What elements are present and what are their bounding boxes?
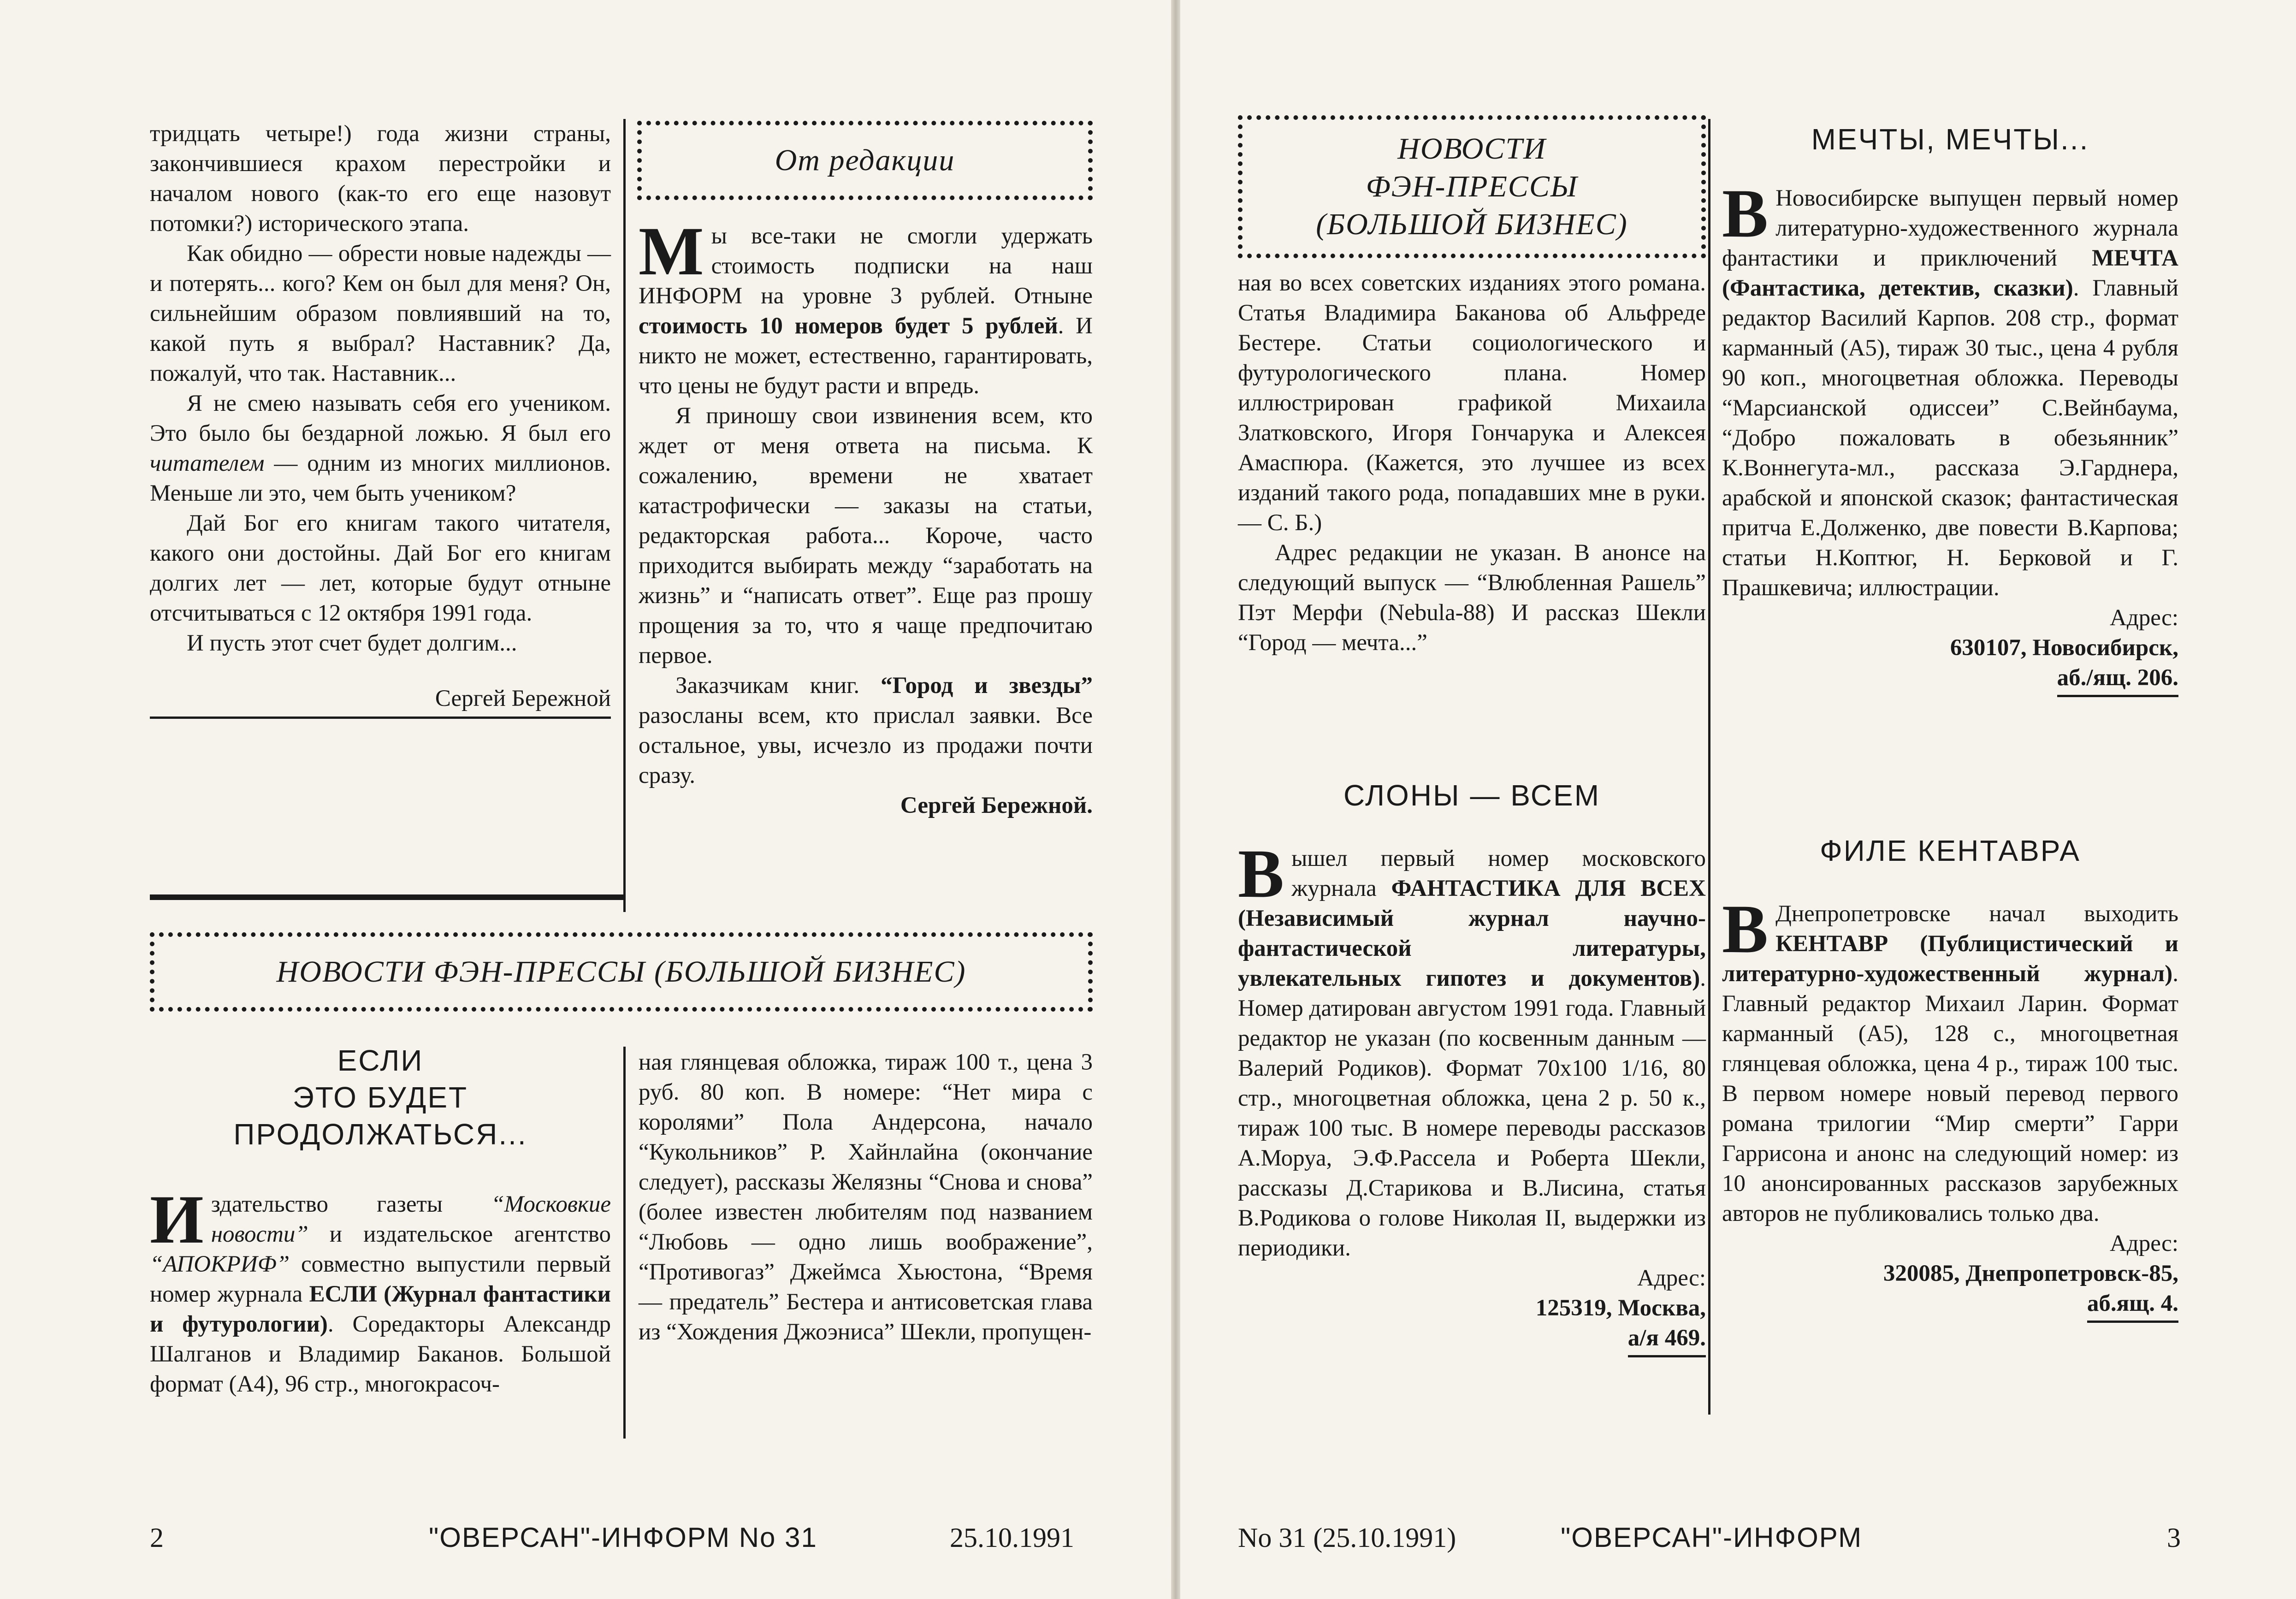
paragraph: Адрес редакции не указан. В анонсе на следующий выпуск — “Влюбленная Рашель” Пэт Мерфи (Nebula-88) И рассказ Шекли “Город — мечта...” — [1238, 540, 1706, 656]
section-rule — [150, 894, 625, 900]
editorial-title-box — [637, 121, 1093, 200]
paragraph: Дай Бог его книгам такого читателя, какого они достойны. Дай Бог его книгам долгих лет — лет, которые будут отныне отсчитываться с 12 октября 1991 года. — [150, 510, 611, 626]
column-rule — [623, 1047, 626, 1439]
page-spine — [1171, 0, 1180, 1599]
paragraph: Я не смею называть себя его учеником. Это было бы бездарной ложью. Я был его читателем — одним из многих миллионов. Меньше ли это, чем быть учеником? — [150, 391, 611, 506]
kentavr-column — [1722, 891, 2178, 1323]
news-title: НОВОСТИ ФЭН-ПРЕССЫ (БОЛЬШОЙ БИЗНЕС) — [276, 955, 966, 989]
drop-cap: И — [150, 1181, 204, 1258]
column-rule — [623, 119, 626, 912]
article-headline: СЛОНЫ — ВСЕМ — [1343, 779, 1601, 812]
address: Адрес: 125319, Москва, а/я 469. — [1238, 1263, 1706, 1357]
address: Адрес: 320085, Днепропетровск-85, аб.ящ. 4. — [1722, 1229, 2178, 1323]
drop-cap: В — [1722, 175, 1769, 252]
news-title-box — [150, 932, 1093, 1012]
mechty-column — [1722, 175, 2179, 697]
paragraph: Мы все-таки не смогли удержать стоимость подписки на наш ИНФОРМ на уровне 3 рублей. Отныне стоимость 10 номеров будет 5 рублей. И никто не может, естественно, гарантировать, что цены не будут расти и впредь. — [639, 213, 1093, 399]
article-headline: МЕЧТЫ, МЕЧТЫ... — [1811, 123, 2089, 156]
footer-date: 25.10.1991 — [950, 1522, 1074, 1553]
editorial-column — [639, 213, 1093, 821]
paragraph: Как обидно — обрести новые надежды — и потерять... кого? Кем он был для меня? Он, сильнейшим образом повлиявший на то, какой путь я выбрал? Наставник? Да, пожалуй, что так. Наставник... — [150, 241, 611, 386]
paragraph: Издательство газеты “Московкие новости” и издательское агентство “АПОКРИФ” совместно выпустили первый номер журнала ЕСЛИ (Журнал фантастики и футурологии). Соредакторы Александр Шалганов и Владимир Баканов. Большой формат (А4), 96 стр., многокрасоч- — [150, 1181, 611, 1397]
paragraph: Заказчикам книг. “Город и звезды” разосланы всем, кто прислал заявки. Все остальное, увы, исчезло из продажи почти сразу. — [639, 673, 1093, 788]
article-headline: ЕСЛИ ЭТО БУДЕТ ПРОДОЛЖАТЬСЯ... — [233, 1044, 527, 1151]
obituary-column — [150, 119, 611, 719]
column-rule — [1708, 119, 1710, 1415]
news-title: НОВОСТИ ФЭН-ПРЕССЫ (БОЛЬШОЙ БИЗНЕС) — [1316, 132, 1628, 241]
page-number: 3 — [2167, 1522, 2181, 1553]
footer-title: "ОВЕРСАН"-ИНФОРМ No 31 — [429, 1522, 817, 1553]
paragraph: В Новосибирске выпущен первый номер литературно-художественного журнала фантастики и приключений МЕЧТА (Фантастика, детектив, сказки). Главный редактор Василий Карпов. 208 стр., формат карманный (А5), тираж 30 тыс., цена 4 рубля 90 коп., многоцветная обложка. Переводы “Марсианской одиссеи” С.Вейнбаума, “Добро пожаловать в обезьянник” К.Воннегута-мл., рассказа Э.Гарднера, арабской и японской сказок; фантастическая притча Е.Долженко, две повести В.Карпова; статьи Н.Коптюг, Н. Берковой и Г. Прашкевича; иллюстрации. — [1722, 175, 2179, 601]
footer-issue: No 31 (25.10.1991) — [1238, 1522, 1456, 1553]
article-headline: ФИЛЕ КЕНТАВРА — [1820, 834, 2081, 867]
paragraph: В Днепропетровске начал выходить КЕНТАВР (Публицистический и литературно-художественный журнал). Главный редактор Михаил Ларин. Формат карманный (А5), 128 с., многоцветная глянцевая обложка, цена 4 р., тираж 100 тыс. В первом номере новый перевод первого романа трилогии “Мир смерти” Гарри Гаррисона и анонс на следующий номер: из 10 анонсированных рассказов зарубежных авторов не публиковались только два. — [1722, 891, 2178, 1226]
paragraph: Вышел первый номер московского журнала ФАНТАСТИКА ДЛЯ ВСЕХ (Независимый журнал научно-фантастической литературы, увлекательных гипотез и документов). Номер датирован августом 1991 года. Главный редактор не указан (по косвенным данным — Валерий Родиков). Формат 70х100 1/16, 80 стр., многоцветная обложка, цена 2 р. 50 к., тираж 100 тыс. В номере переводы рассказов А.Моруа, Э.Ф.Рассела и Роберта Шекли, рассказы Д.Старикова и В.Лисина, статья В.Родикова о голове Николая II, выдержки из периодики. — [1238, 835, 1706, 1261]
slony-column — [1238, 835, 1706, 1357]
esli-end-column — [1238, 268, 1706, 658]
signature: Сергей Бережной — [150, 684, 611, 719]
drop-cap: В — [1238, 835, 1284, 912]
paragraph: ная во всех советских изданиях этого романа. Статья Владимира Баканова об Альфреде Бестере. Статьи социологического и футурологического плана. Номер иллюстрирован графикой Михаила Златковского, Игоря Гончарука и Алексея Амаспюра. (Кажется, это лучшее из всех изданий такого рода, попадавших мне в руки. — С. Б.) — [1238, 270, 1706, 536]
editorial-title: От редакции — [775, 143, 955, 177]
paragraph: ная глянцевая обложка, тираж 100 т., цена 3 руб. 80 коп. В номере: “Нет мира с королями” Пола Андерсона, начало “Кукольников” Р. Хайнлайна (окончание следует), рассказы Желязны “Снова и снова” (более известен любителям под названием “Любовь — одно лишь воображение”, “Противогаз” Джеймса Хьюстона, “Время — предатель” Бестера и антисоветская глава из “Хождения Джоэниса” Шекли, пропущен- — [639, 1049, 1093, 1345]
drop-cap: М — [639, 213, 704, 290]
esli-column — [150, 1181, 611, 1399]
esli-continued-column — [639, 1048, 1093, 1347]
paragraph: И пусть этот счет будет долгим... — [187, 630, 517, 656]
paragraph: Я приношу свои извинения всем, кто ждет от меня ответа на письма. К сожалению, времени не хватает катастрофически — заказы на статьи, редакторская работа... Короче, часто приходится выбирать между “заработать на жизнь” и “написать ответ”. Еще раз прошу прощения за то, что я чаще предпочитаю первое. — [639, 403, 1093, 669]
news-title-box — [1238, 115, 1706, 258]
signature: Сергей Бережной. — [900, 793, 1093, 818]
footer-title: "ОВЕРСАН"-ИНФОРМ — [1561, 1522, 1863, 1553]
paragraph: тридцать четыре!) года жизни страны, закончившиеся крахом перестройки и началом нового (как-то его еще назовут потомки?) исторического этапа. — [150, 121, 611, 237]
page-number: 2 — [150, 1522, 164, 1553]
address: Адрес: 630107, Новосибирск, аб./ящ. 206. — [1722, 603, 2178, 697]
drop-cap: В — [1722, 891, 1769, 967]
